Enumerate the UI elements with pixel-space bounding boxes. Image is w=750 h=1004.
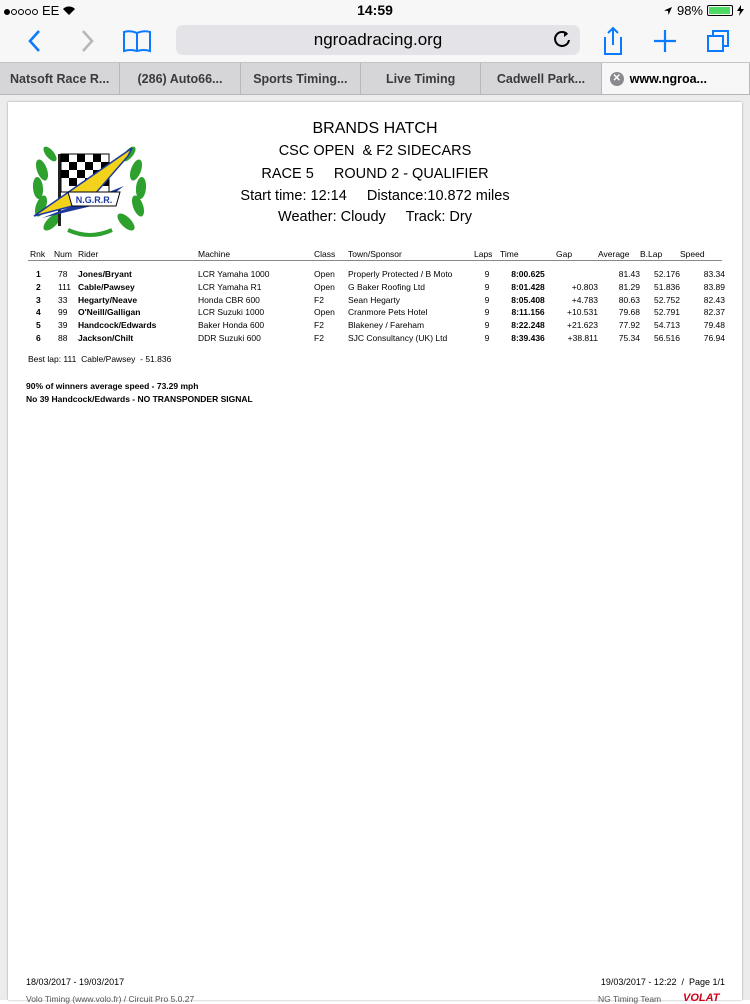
cell-rnk: 1 (36, 269, 41, 280)
footer-team: NG Timing Team (598, 994, 662, 1004)
tab-cadwell-park[interactable] (481, 63, 601, 94)
table-row (30, 293, 725, 306)
plus-icon (653, 29, 677, 53)
cell-blap: 52.752 (654, 294, 680, 305)
cell-average: 75.34 (618, 332, 640, 343)
cell-class: F2 (314, 320, 324, 331)
cell-town: Blakeney / Fareham (348, 320, 425, 331)
chevron-left-icon (27, 29, 41, 53)
status-time: 14:59 (357, 2, 393, 18)
cell-rider: Jackson/Chilt (78, 332, 134, 343)
tab-auto66[interactable] (120, 63, 240, 94)
battery-percent: 98% (676, 3, 703, 18)
tab-sports-timing[interactable] (241, 63, 361, 94)
header-speed: Speed (680, 249, 705, 259)
cell-gap: +21.623 (567, 320, 598, 331)
header-average: Average (598, 249, 630, 259)
cell-time: 8:01.428 (511, 282, 545, 293)
tab-label: Natsoft Race R... (9, 71, 110, 86)
cell-rider: Jones/Bryant (78, 269, 132, 280)
cell-speed: 82.37 (703, 307, 725, 318)
header-rnk: Rnk (30, 249, 46, 259)
tab-label: (286) Auto66... (137, 71, 223, 86)
url-text: ngroadracing.org (313, 30, 443, 49)
start-distance: Start time: 12:14 Distance:10.872 miles (240, 188, 510, 204)
battery-icon (707, 5, 733, 16)
header-machine: Machine (198, 249, 231, 259)
cell-class: F2 (314, 332, 324, 343)
cell-rider: Hegarty/Neave (78, 294, 138, 305)
cell-rider: Cable/Pawsey (78, 282, 135, 293)
cell-speed: 82.43 (703, 294, 725, 305)
cell-num: 88 (58, 332, 68, 343)
back-button[interactable] (20, 24, 48, 58)
cell-num: 78 (58, 269, 68, 280)
cell-machine: Baker Honda 600 (198, 320, 265, 331)
cell-speed: 76.94 (703, 332, 725, 343)
cell-class: F2 (314, 294, 324, 305)
table-row (30, 268, 725, 281)
cell-gap (556, 268, 598, 281)
cell-average: 77.92 (618, 320, 640, 331)
table-row (30, 281, 725, 294)
footer-dates: 18/03/2017 - 19/03/2017 (26, 977, 125, 987)
event-title: CSC OPEN & F2 SIDECARS (278, 143, 472, 159)
tab-ngroadracing[interactable] (602, 63, 750, 94)
best-lap-note: Best lap: 111 Cable/Pawsey - 51.836 (28, 354, 172, 364)
cell-class: Open (314, 307, 335, 318)
cell-rider: O'Neill/Galligan (78, 307, 141, 318)
header-class: Class (314, 249, 336, 259)
table-row (30, 319, 725, 332)
cell-num: 111 (58, 282, 71, 293)
cell-town: Cranmore Pets Hotel (348, 307, 428, 318)
weather-track: Weather: Cloudy Track: Dry (278, 209, 472, 225)
forward-button[interactable] (74, 24, 102, 58)
reload-icon[interactable] (552, 29, 572, 49)
transponder-note: No 39 Handcock/Edwards - NO TRANSPONDER SIGNAL (26, 394, 253, 404)
cell-laps: 9 (484, 269, 490, 280)
cell-speed: 83.34 (703, 269, 725, 280)
cell-class: Open (314, 282, 335, 293)
cell-laps: 9 (484, 307, 490, 318)
cell-machine: LCR Suzuki 1000 (198, 307, 265, 318)
cell-class: Open (314, 269, 335, 280)
header-rider: Rider (78, 249, 99, 259)
tab-label: www.ngroa... (629, 71, 707, 86)
header-laps: Laps (474, 249, 493, 259)
cell-gap: +0.803 (571, 282, 598, 293)
cell-num: 39 (58, 320, 68, 331)
browser-toolbar (0, 22, 750, 62)
cell-average: 81.29 (618, 282, 640, 293)
cell-num: 99 (58, 307, 68, 318)
tab-label: Sports Timing... (253, 71, 348, 86)
book-icon (122, 29, 152, 53)
cell-speed: 79.48 (703, 320, 725, 331)
cell-town: SJC Consultancy (UK) Ltd (348, 332, 448, 343)
chevron-right-icon (81, 29, 95, 53)
cell-speed: 83.89 (703, 282, 725, 293)
table-row (30, 331, 725, 344)
cell-average: 81.43 (618, 269, 640, 280)
cell-rnk: 6 (36, 332, 41, 343)
close-tab-icon[interactable]: ✕ (610, 72, 624, 86)
cell-machine: LCR Yamaha R1 (198, 282, 262, 293)
volo-brand-logo: VOLAT (683, 992, 720, 1004)
cell-laps: 9 (484, 320, 490, 331)
cell-num: 33 (58, 294, 68, 305)
new-tab-button[interactable] (650, 24, 680, 58)
cell-laps: 9 (484, 294, 490, 305)
cell-machine: LCR Yamaha 1000 (198, 269, 270, 280)
race-title: RACE 5 ROUND 2 - QUALIFIER (261, 166, 489, 182)
carrier-label: EE (42, 3, 60, 18)
header-num: Num (54, 249, 72, 259)
cell-blap: 56.516 (654, 332, 680, 343)
cell-blap: 52.791 (654, 307, 680, 318)
status-bar (0, 0, 750, 22)
cell-time: 8:00.625 (511, 269, 545, 280)
cell-laps: 9 (484, 282, 490, 293)
cell-machine: Honda CBR 600 (198, 294, 260, 305)
cell-rnk: 3 (36, 294, 41, 305)
venue-title: BRANDS HATCH (312, 120, 438, 137)
tab-label: Cadwell Park... (496, 71, 586, 86)
header-blap: B.Lap (640, 249, 663, 259)
cell-time: 8:39.436 (511, 332, 545, 343)
footer-page: 19/03/2017 - 12:22 / Page 1/1 (600, 977, 725, 987)
tab-live-timing[interactable] (361, 63, 481, 94)
header-town: Town/Sponsor (348, 249, 402, 259)
header-gap: Gap (556, 249, 573, 259)
cell-rider: Handcock/Edwards (78, 320, 157, 331)
cell-rnk: 2 (36, 282, 41, 293)
cell-rnk: 5 (36, 320, 41, 331)
cell-town: Sean Hegarty (348, 294, 400, 305)
cell-town: Properly Protected / B Moto (348, 269, 453, 280)
address-bar[interactable] (176, 25, 580, 55)
results-table (30, 248, 725, 344)
cell-rnk: 4 (36, 307, 41, 318)
cell-blap: 54.713 (654, 320, 680, 331)
tab-natsoft[interactable] (0, 63, 120, 94)
header-time: Time (500, 249, 519, 259)
share-icon (601, 26, 625, 56)
cell-blap: 51.836 (654, 282, 680, 293)
charging-bolt-icon (737, 5, 744, 16)
cell-time: 8:22.248 (511, 320, 545, 331)
cell-machine: DDR Suzuki 600 (198, 332, 261, 343)
tabs-icon (706, 29, 730, 53)
footer-credit: Volo Timing (www.volo.fr) / Circuit Pro 5.0.27 (26, 994, 195, 1004)
logo-text: N.G.R.R. (75, 195, 113, 205)
cell-time: 8:11.156 (511, 307, 545, 318)
cell-gap: +10.531 (567, 307, 598, 318)
tab-label: Live Timing (386, 71, 456, 86)
bookmarks-button[interactable] (120, 24, 154, 58)
cell-average: 80.63 (618, 294, 640, 305)
cell-time: 8:05.408 (511, 294, 545, 305)
tabs-overview-button[interactable] (703, 24, 733, 58)
table-header (30, 248, 725, 268)
share-button[interactable] (598, 24, 628, 58)
cell-laps: 9 (484, 332, 490, 343)
cell-average: 79.68 (618, 307, 640, 318)
tab-strip (0, 62, 750, 95)
average-speed-note: 90% of winners average speed - 73.29 mph (26, 381, 199, 391)
cell-blap: 52.176 (654, 269, 680, 280)
cell-gap: +4.783 (571, 294, 598, 305)
table-row (30, 306, 725, 319)
location-arrow-icon (663, 6, 673, 16)
cell-town: G Baker Roofing Ltd (348, 282, 426, 293)
cell-gap: +38.811 (567, 332, 598, 343)
